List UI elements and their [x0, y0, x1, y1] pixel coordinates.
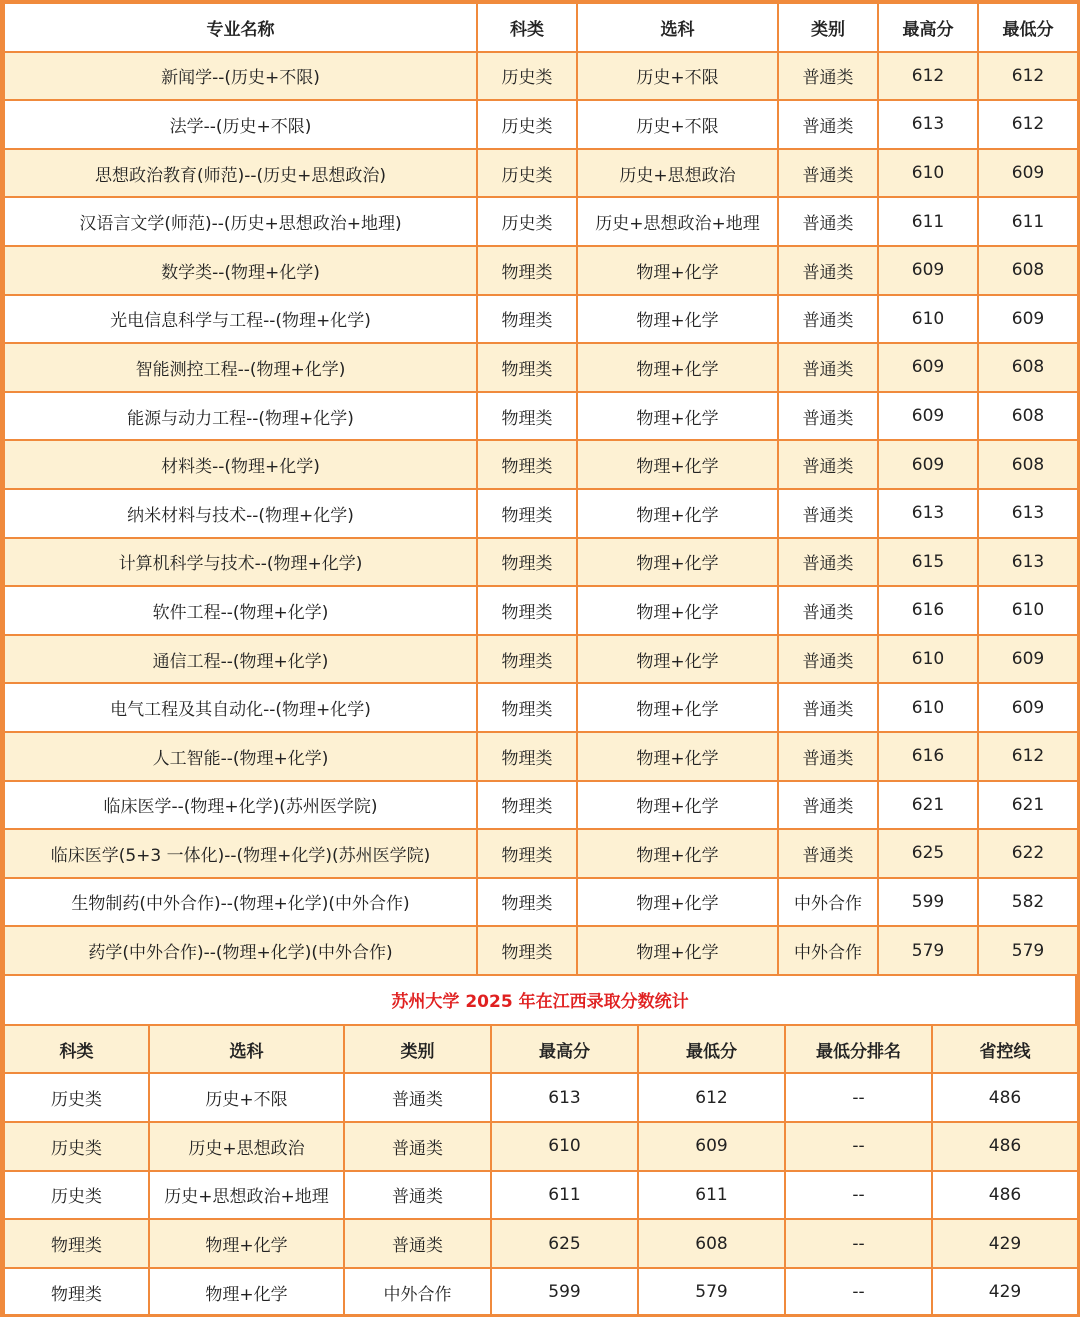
table-row [4, 295, 1078, 344]
table-cell: 608 [638, 1219, 785, 1268]
table-cell: 普通类 [344, 1122, 491, 1171]
table-cell: 普通类 [778, 538, 878, 587]
table-cell: 610 [491, 1122, 638, 1171]
table-cell: 汉语言文学(师范)--(历史+思想政治+地理) [4, 197, 477, 246]
column-header: 选科 [577, 3, 778, 52]
table-row [4, 149, 1078, 198]
table-cell: 历史+思想政治+地理 [577, 197, 778, 246]
table-cell: 物理类 [477, 440, 577, 489]
table-cell: 616 [878, 586, 978, 635]
table-cell: 611 [978, 197, 1078, 246]
table-row [4, 1268, 1078, 1317]
column-header: 选科 [149, 1025, 344, 1074]
table-row [4, 246, 1078, 295]
table-row [4, 586, 1078, 635]
table-cell: 普通类 [778, 52, 878, 101]
table-cell: 物理+化学 [149, 1268, 344, 1317]
table-cell: 生物制药(中外合作)--(物理+化学)(中外合作) [4, 878, 477, 927]
table-cell: 软件工程--(物理+化学) [4, 586, 477, 635]
table-cell: 物理类 [477, 829, 577, 878]
table-row [4, 683, 1078, 732]
table-cell: 临床医学(5+3 一体化)--(物理+化学)(苏州医学院) [4, 829, 477, 878]
column-header: 最低分 [978, 3, 1078, 52]
table-cell: 材料类--(物理+化学) [4, 440, 477, 489]
table-row [4, 732, 1078, 781]
table-cell: -- [785, 1122, 932, 1171]
table-cell: 历史类 [4, 1073, 149, 1122]
table-cell: 610 [878, 149, 978, 198]
province-scores-table [3, 1024, 1079, 1317]
table-cell: 610 [878, 295, 978, 344]
table-cell: 608 [978, 440, 1078, 489]
section-title-table [3, 974, 1077, 1026]
table-cell: 历史类 [477, 100, 577, 149]
table-row [4, 440, 1078, 489]
table-cell: 普通类 [778, 489, 878, 538]
major-scores-table [3, 2, 1079, 976]
section-title: 苏州大学 2025 年在江西录取分数统计 [4, 975, 1076, 1025]
table-row [4, 197, 1078, 246]
table-cell: 历史+不限 [577, 100, 778, 149]
table-cell: 625 [491, 1219, 638, 1268]
table-row [4, 538, 1078, 587]
table-cell: 普通类 [778, 781, 878, 830]
table-cell: 611 [491, 1171, 638, 1220]
table-cell: 582 [978, 878, 1078, 927]
table-cell: 611 [638, 1171, 785, 1220]
table-cell: 579 [878, 926, 978, 975]
table-row [4, 1073, 1078, 1122]
table-cell: 普通类 [778, 392, 878, 441]
column-header: 最高分 [491, 1025, 638, 1074]
table-cell: 物理类 [4, 1268, 149, 1317]
table-cell: 物理类 [477, 538, 577, 587]
table-cell: 普通类 [778, 246, 878, 295]
table-cell: 物理+化学 [577, 926, 778, 975]
column-header: 最低分排名 [785, 1025, 932, 1074]
table-row [4, 343, 1078, 392]
table-cell: 609 [878, 392, 978, 441]
table-cell: 历史+思想政治+地理 [149, 1171, 344, 1220]
table-cell: 物理+化学 [577, 343, 778, 392]
table-cell: 思想政治教育(师范)--(历史+思想政治) [4, 149, 477, 198]
table-cell: -- [785, 1073, 932, 1122]
table-cell: 621 [878, 781, 978, 830]
table-cell: 历史+思想政治 [149, 1122, 344, 1171]
table-row [4, 878, 1078, 927]
table-cell: 物理类 [477, 683, 577, 732]
table-cell: 普通类 [778, 586, 878, 635]
table-cell: 数学类--(物理+化学) [4, 246, 477, 295]
table-row [4, 635, 1078, 684]
column-header: 最高分 [878, 3, 978, 52]
table-cell: 486 [932, 1122, 1078, 1171]
table-cell: 物理+化学 [577, 635, 778, 684]
table-cell: 608 [978, 392, 1078, 441]
table-cell: 普通类 [778, 683, 878, 732]
table-cell: 579 [638, 1268, 785, 1317]
table-cell: 物理类 [4, 1219, 149, 1268]
column-header: 科类 [4, 1025, 149, 1074]
table-cell: 光电信息科学与工程--(物理+化学) [4, 295, 477, 344]
table-cell: 物理+化学 [577, 538, 778, 587]
table-cell: 能源与动力工程--(物理+化学) [4, 392, 477, 441]
table-cell: 中外合作 [344, 1268, 491, 1317]
table-cell: 普通类 [344, 1073, 491, 1122]
table-row [4, 52, 1078, 101]
table-row [4, 781, 1078, 830]
table-cell: 611 [878, 197, 978, 246]
table-cell: 608 [978, 246, 1078, 295]
table-cell: 599 [491, 1268, 638, 1317]
table-cell: 609 [978, 635, 1078, 684]
table-cell: 物理类 [477, 295, 577, 344]
table-cell: 625 [878, 829, 978, 878]
table-cell: 药学(中外合作)--(物理+化学)(中外合作) [4, 926, 477, 975]
table-cell: 历史+不限 [149, 1073, 344, 1122]
table-cell: 智能测控工程--(物理+化学) [4, 343, 477, 392]
province-table-header [4, 1025, 1078, 1074]
table-cell: 普通类 [344, 1171, 491, 1220]
table-cell: 486 [932, 1171, 1078, 1220]
table-cell: 608 [978, 343, 1078, 392]
table-row [4, 1122, 1078, 1171]
table-cell: 法学--(历史+不限) [4, 100, 477, 149]
table-row [4, 926, 1078, 975]
table-cell: 610 [878, 683, 978, 732]
table-cell: 612 [638, 1073, 785, 1122]
table-cell: 609 [638, 1122, 785, 1171]
table-cell: 物理+化学 [149, 1219, 344, 1268]
column-header: 最低分 [638, 1025, 785, 1074]
table-cell: 中外合作 [778, 878, 878, 927]
table-cell: 物理类 [477, 392, 577, 441]
table-cell: 616 [878, 732, 978, 781]
table-cell: 物理类 [477, 878, 577, 927]
table-cell: 物理+化学 [577, 586, 778, 635]
column-header: 专业名称 [4, 3, 477, 52]
table-cell: 普通类 [344, 1219, 491, 1268]
table-cell: 普通类 [778, 343, 878, 392]
table-cell: 物理+化学 [577, 295, 778, 344]
table-cell: 物理类 [477, 489, 577, 538]
table-cell: 历史类 [4, 1171, 149, 1220]
table-cell: 物理+化学 [577, 489, 778, 538]
table-cell: 临床医学--(物理+化学)(苏州医学院) [4, 781, 477, 830]
table-cell: 物理+化学 [577, 829, 778, 878]
table-cell: 物理类 [477, 246, 577, 295]
table-cell: 486 [932, 1073, 1078, 1122]
table-cell: 普通类 [778, 440, 878, 489]
table-cell: 613 [491, 1073, 638, 1122]
table-cell: 历史类 [477, 52, 577, 101]
table-cell: 物理类 [477, 926, 577, 975]
table-cell: 599 [878, 878, 978, 927]
table-cell: 物理类 [477, 732, 577, 781]
table-cell: 纳米材料与技术--(物理+化学) [4, 489, 477, 538]
table-cell: 609 [978, 149, 1078, 198]
table-cell: 429 [932, 1268, 1078, 1317]
table-cell: 普通类 [778, 732, 878, 781]
table-cell: 普通类 [778, 295, 878, 344]
table-cell: 612 [878, 52, 978, 101]
table-cell: 621 [978, 781, 1078, 830]
table-cell: 普通类 [778, 635, 878, 684]
table-row [4, 100, 1078, 149]
table-cell: 物理+化学 [577, 878, 778, 927]
column-header: 科类 [477, 3, 577, 52]
table-cell: 609 [878, 246, 978, 295]
table-cell: 历史类 [477, 149, 577, 198]
table-cell: 普通类 [778, 197, 878, 246]
table-cell: 计算机科学与技术--(物理+化学) [4, 538, 477, 587]
table-cell: 615 [878, 538, 978, 587]
table-cell: 612 [978, 732, 1078, 781]
table-cell: 历史类 [477, 197, 577, 246]
table-cell: 609 [878, 343, 978, 392]
table-cell: -- [785, 1171, 932, 1220]
table-cell: 普通类 [778, 149, 878, 198]
column-header: 类别 [344, 1025, 491, 1074]
table-cell: 历史+不限 [577, 52, 778, 101]
table-cell: 物理+化学 [577, 781, 778, 830]
table-row [4, 829, 1078, 878]
table-cell: 609 [878, 440, 978, 489]
table-cell: 历史类 [4, 1122, 149, 1171]
table-cell: 人工智能--(物理+化学) [4, 732, 477, 781]
table-cell: 609 [978, 295, 1078, 344]
table-cell: 普通类 [778, 829, 878, 878]
table-cell: 新闻学--(历史+不限) [4, 52, 477, 101]
table-cell: 历史+思想政治 [577, 149, 778, 198]
table-cell: 普通类 [778, 100, 878, 149]
table-cell: 物理+化学 [577, 683, 778, 732]
table-row [4, 489, 1078, 538]
table-cell: 612 [978, 52, 1078, 101]
table-cell: 物理类 [477, 586, 577, 635]
table-row [4, 392, 1078, 441]
table-cell: 物理+化学 [577, 440, 778, 489]
table-cell: 622 [978, 829, 1078, 878]
table-cell: 613 [878, 489, 978, 538]
table-cell: 物理类 [477, 343, 577, 392]
table-cell: 通信工程--(物理+化学) [4, 635, 477, 684]
table-cell: 电气工程及其自动化--(物理+化学) [4, 683, 477, 732]
table-row [4, 1219, 1078, 1268]
table-cell: 610 [878, 635, 978, 684]
column-header: 省控线 [932, 1025, 1078, 1074]
table-cell: 中外合作 [778, 926, 878, 975]
table-cell: 物理+化学 [577, 732, 778, 781]
table-cell: 609 [978, 683, 1078, 732]
table-cell: 物理+化学 [577, 246, 778, 295]
table-cell: 613 [978, 489, 1078, 538]
table-cell: 物理类 [477, 635, 577, 684]
table-row [4, 1171, 1078, 1220]
column-header: 类别 [778, 3, 878, 52]
table-cell: 613 [978, 538, 1078, 587]
table-cell: -- [785, 1219, 932, 1268]
table-cell: 610 [978, 586, 1078, 635]
table-cell: 612 [978, 100, 1078, 149]
table-cell: 物理+化学 [577, 392, 778, 441]
table-cell: 613 [878, 100, 978, 149]
table-cell: 579 [978, 926, 1078, 975]
table-cell: 429 [932, 1219, 1078, 1268]
table-cell: 物理类 [477, 781, 577, 830]
table-cell: -- [785, 1268, 932, 1317]
major-table-header [4, 3, 1078, 52]
